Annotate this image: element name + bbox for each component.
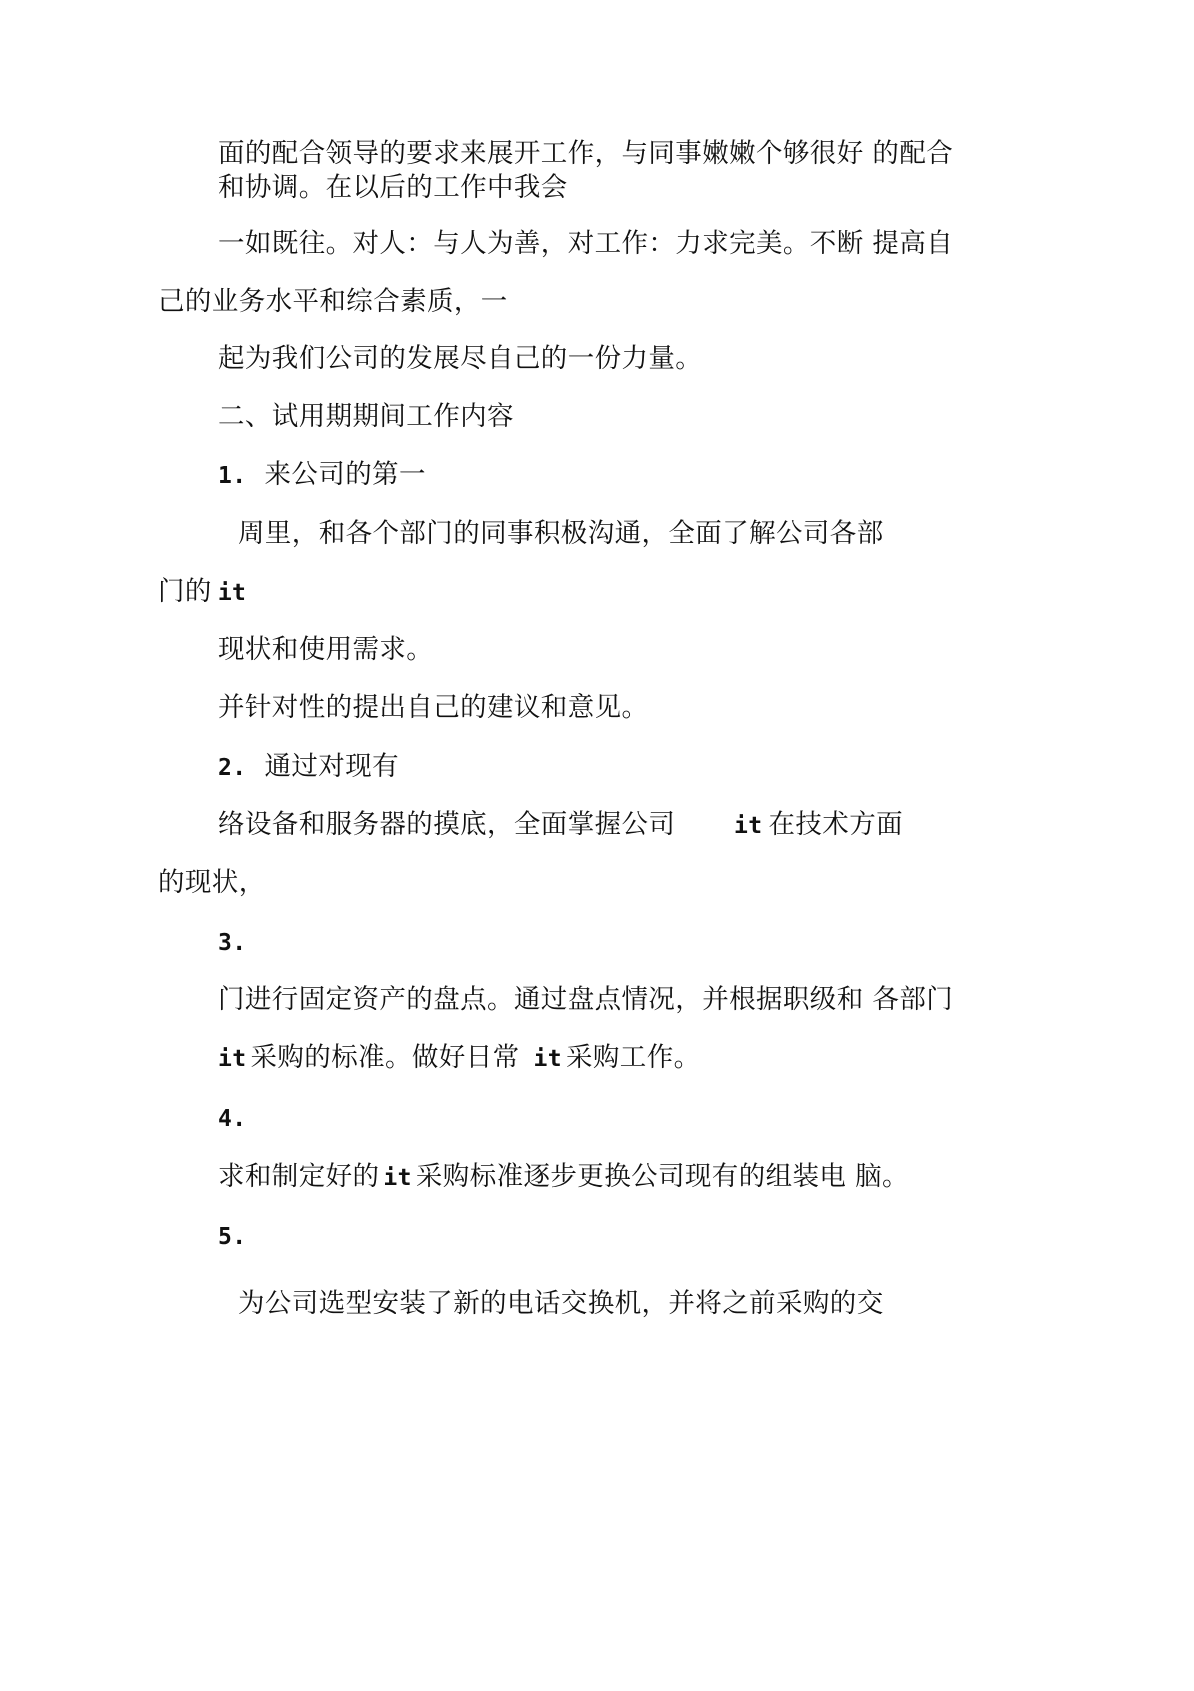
paragraph-line: [218, 1160, 909, 1195]
line-text: 起为我们公司的发展尽自己的一份力量。: [218, 343, 703, 374]
line-text: 采购标准逐步更换公司现有的组装电 脑。: [415, 1161, 909, 1192]
line-text: 并针对性的提出自己的建议和意见。: [218, 692, 649, 723]
paragraph-line: [158, 866, 266, 900]
line-text: 一如既往。对人：与人为善，对工作：力求完美。不断 提高自: [218, 228, 954, 259]
line-text: 和协调。在以后的工作中我会: [218, 172, 568, 203]
paragraph-line: [218, 808, 675, 842]
line-text: 求和制定好的: [218, 1161, 380, 1192]
paragraph-line: [218, 983, 953, 1017]
line-text: 的现状，: [158, 867, 266, 898]
paragraph-line: [734, 808, 903, 843]
line-text: 络设备和服务器的摸底，全面掌握公司: [218, 809, 676, 840]
paragraph-line: [218, 1041, 701, 1076]
numbered-item: [218, 458, 426, 493]
it-term: it: [734, 813, 763, 839]
line-text: 采购工作。: [566, 1042, 701, 1073]
paragraph-line: [158, 285, 508, 319]
paragraph-line: [218, 227, 953, 261]
numbered-item: [218, 925, 247, 960]
item-number: 1.: [218, 463, 247, 489]
paragraph-line: [238, 517, 884, 551]
line-text: 面的配合领导的要求来展开工作，与同事嫩嫩个够很好 的配合: [218, 138, 954, 169]
line-text: 周里，和各个部门的同事积极沟通，全面了解公司各部: [238, 518, 884, 549]
numbered-item: [218, 750, 399, 785]
it-term: it: [217, 580, 247, 606]
paragraph-line: [218, 137, 953, 171]
paragraph-line: [238, 1287, 884, 1321]
line-text: 在技术方面: [768, 809, 903, 840]
line-text: 通过对现有: [264, 751, 399, 782]
line-text: 为公司选型安装了新的电话交换机，并将之前采购的交: [238, 1288, 884, 1319]
line-text: 门的: [158, 576, 212, 607]
line-text: 现状和使用需求。: [218, 634, 434, 665]
item-number: 4.: [218, 1106, 247, 1132]
paragraph-line: [218, 342, 702, 376]
numbered-item: [218, 1219, 247, 1254]
section-heading: [218, 400, 514, 434]
line-text: 来公司的第一: [264, 459, 426, 490]
item-number: 3.: [218, 930, 247, 956]
numbered-item: [218, 1101, 247, 1136]
item-number: 2.: [218, 755, 247, 781]
line-text: 采购的标准。做好日常: [250, 1042, 520, 1073]
it-term: it: [383, 1165, 412, 1191]
paragraph-line: [218, 691, 648, 725]
it-term: it: [533, 1046, 562, 1072]
paragraph-line: [218, 633, 433, 667]
it-term: it: [218, 1046, 247, 1072]
paragraph-line: [218, 171, 568, 205]
paragraph-line: [158, 575, 246, 610]
section-heading-text: 二、试用期期间工作内容: [218, 401, 514, 432]
item-number: 5.: [218, 1224, 247, 1250]
line-text: 门进行固定资产的盘点。通过盘点情况，并根据职级和 各部门: [218, 984, 954, 1015]
line-text: 己的业务水平和综合素质，一: [158, 286, 508, 317]
